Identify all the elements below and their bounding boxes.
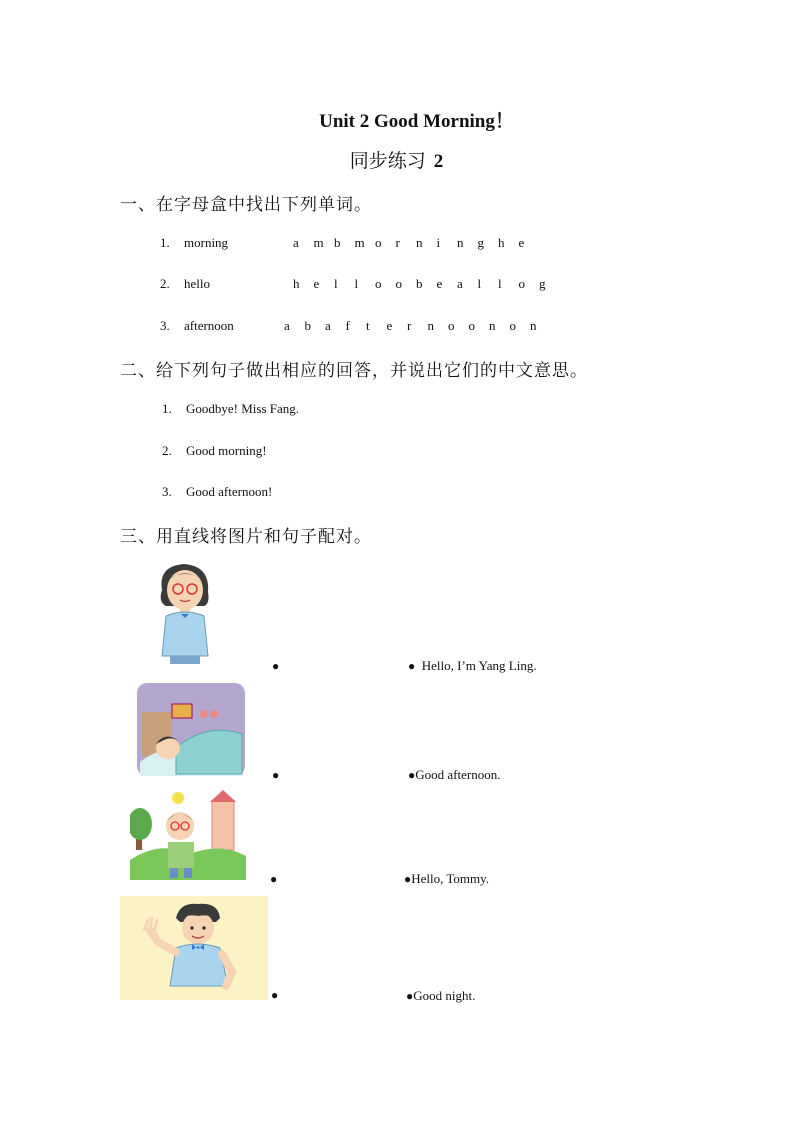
target-word: morning bbox=[184, 235, 229, 250]
letter-cell: o bbox=[375, 276, 382, 291]
letter-cell: o bbox=[518, 276, 525, 291]
letter-cell: e bbox=[386, 318, 393, 333]
letter-cell: g bbox=[477, 235, 484, 250]
letter-cell: b bbox=[334, 235, 341, 250]
letter-cell: a bbox=[293, 235, 299, 250]
picture-dot-4[interactable]: ● bbox=[271, 988, 279, 1002]
letter-cell: b bbox=[416, 276, 423, 291]
outdoor-afternoon-image bbox=[130, 790, 246, 880]
section-1-heading: 一、在字母盒中找出下列单词。 bbox=[120, 195, 372, 215]
picture-dot-2[interactable]: ● bbox=[272, 768, 280, 782]
target-word: hello bbox=[184, 276, 210, 291]
letter-cell: h bbox=[498, 235, 505, 250]
letter-cell: o bbox=[448, 318, 455, 333]
sentence-dot: ● bbox=[404, 872, 412, 886]
letter-cell: n bbox=[416, 235, 423, 250]
letter-cell: b bbox=[304, 318, 311, 333]
letter-cell: g bbox=[539, 276, 546, 291]
letter-cell: l bbox=[334, 276, 338, 291]
letter-cell: l bbox=[498, 276, 502, 291]
letter-cell: f bbox=[345, 318, 350, 333]
letter-cell: o bbox=[395, 276, 402, 291]
letter-cell: t bbox=[366, 318, 370, 333]
letter-cell: n bbox=[427, 318, 434, 333]
target-word: afternoon bbox=[184, 318, 234, 333]
match-sentence-2[interactable]: ●Good afternoon. bbox=[408, 767, 501, 782]
letter-box-2 bbox=[293, 276, 560, 292]
letter-cell: e bbox=[436, 276, 443, 291]
sentence-dot: ● bbox=[408, 659, 416, 673]
word-item-2: 2. hello bbox=[160, 276, 210, 291]
girl-with-glasses-image bbox=[152, 560, 218, 664]
section-2-heading: 二、给下列句子做出相应的回答，并说出它们的中文意思。 bbox=[120, 361, 588, 381]
letter-cell: o bbox=[509, 318, 516, 333]
sentence-item-3: 3. Good afternoon! bbox=[162, 484, 273, 499]
section-3-heading: 三、用直线将图片和句子配对。 bbox=[120, 527, 372, 547]
letter-cell: l bbox=[354, 276, 359, 291]
letter-cell: h bbox=[293, 276, 300, 291]
sentence-item-2: 2. Good morning! bbox=[162, 443, 267, 458]
letter-box-1 bbox=[293, 235, 539, 251]
picture-dot-3[interactable]: ● bbox=[270, 872, 278, 886]
word-item-1: 1. morning bbox=[160, 235, 229, 250]
boy-waving-image bbox=[120, 896, 268, 1000]
letter-cell: a bbox=[457, 276, 463, 291]
word-item-3: 3. afternoon bbox=[160, 318, 234, 333]
letter-cell: o bbox=[468, 318, 475, 333]
letter-cell: r bbox=[407, 318, 412, 333]
letter-cell: a bbox=[284, 318, 290, 333]
match-sentence-4[interactable]: ●Good night. bbox=[406, 988, 476, 1003]
subtitle-text: 同步练习 bbox=[349, 150, 426, 172]
sentence-dot: ● bbox=[408, 768, 416, 782]
letter-cell: e bbox=[313, 276, 320, 291]
letter-cell: o bbox=[375, 235, 382, 250]
letter-cell: n bbox=[489, 318, 496, 333]
letter-cell: l bbox=[477, 276, 482, 291]
letter-cell: e bbox=[518, 235, 525, 250]
letter-cell: i bbox=[436, 235, 441, 250]
letter-cell: m bbox=[313, 235, 324, 250]
picture-dot-1[interactable]: ● bbox=[272, 659, 280, 673]
worksheet-subtitle bbox=[0, 146, 793, 173]
letter-box-3 bbox=[284, 318, 551, 334]
subtitle-number: 2 bbox=[433, 151, 444, 172]
letter-cell: m bbox=[354, 235, 365, 250]
match-sentence-1[interactable]: ● Hello, I’m Yang Ling. bbox=[408, 658, 537, 673]
match-sentence-3[interactable]: ●Hello, Tommy. bbox=[404, 871, 490, 886]
letter-cell: n bbox=[457, 235, 464, 250]
letter-cell: n bbox=[530, 318, 537, 333]
worksheet-title: Unit 2 Good Morning！ bbox=[319, 111, 514, 132]
letter-cell: a bbox=[325, 318, 331, 333]
sleeping-girl-image bbox=[136, 682, 246, 777]
sentence-item-1: 1. Goodbye! Miss Fang. bbox=[162, 401, 300, 416]
letter-cell: r bbox=[395, 235, 400, 250]
sentence-dot: ● bbox=[406, 989, 414, 1003]
